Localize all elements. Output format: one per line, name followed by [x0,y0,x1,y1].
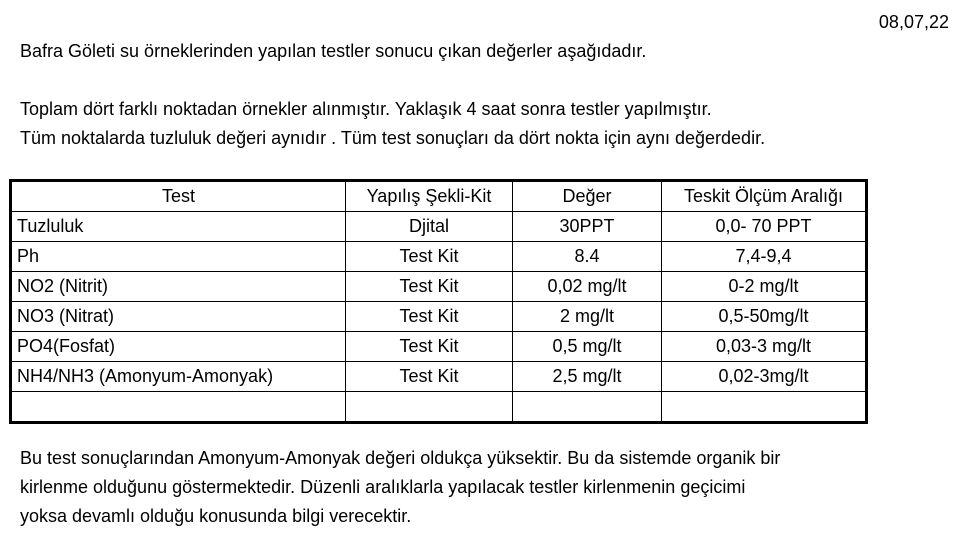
cell-test: NH4/NH3 (Amonyum-Amonyak) [11,362,346,392]
intro-paragraph [20,37,646,66]
info-line-2: Tüm noktalarda tuzluluk değeri aynıdır . Tüm test sonuçları da dört nokta için aynı değerdedir. [20,128,766,148]
cell-test: PO4(Fosfat) [11,332,346,362]
cell-value: 0,02 mg/lt [513,272,662,302]
header-method: Yapılış Şekli-Kit [346,181,513,212]
cell-method: Test Kit [346,362,513,392]
table-row [11,362,867,392]
intro-line: Bafra Göleti su örneklerinden yapılan testler sonucu çıkan değerler aşağıdadır. [20,41,647,61]
cell-test: Tuzluluk [11,212,346,242]
cell-value: 2,5 mg/lt [513,362,662,392]
cell-value: 2 mg/lt [513,302,662,332]
cell-value: 0,5 mg/lt [513,332,662,362]
cell-test [11,392,346,423]
conclusion-paragraph [20,444,780,531]
header-value: Değer [513,181,662,212]
cell-range: 0,02-3mg/lt [662,362,867,392]
header-test: Test [11,181,346,212]
cell-test: NO3 (Nitrat) [11,302,346,332]
cell-range: 7,4-9,4 [662,242,867,272]
table-row-empty [11,392,867,423]
cell-method: Test Kit [346,332,513,362]
cell-method: Djital [346,212,513,242]
conclusion-line-3: yoksa devamlı olduğu konusunda bilgi verecektir. [20,506,412,526]
table-row [11,302,867,332]
results-table [9,179,868,424]
cell-range: 0-2 mg/lt [662,272,867,302]
cell-range: 0,03-3 mg/lt [662,332,867,362]
cell-test: NO2 (Nitrit) [11,272,346,302]
info-line-1: Toplam dört farklı noktadan örnekler alınmıştır. Yaklaşık 4 saat sonra testler yapılmıştır. [20,99,712,119]
cell-value: 8.4 [513,242,662,272]
info-paragraph [20,95,765,153]
cell-value: 30PPT [513,212,662,242]
cell-method: Test Kit [346,272,513,302]
cell-value [513,392,662,423]
cell-method: Test Kit [346,302,513,332]
table-row [11,272,867,302]
cell-range: 0,0- 70 PPT [662,212,867,242]
table-row [11,242,867,272]
table-row [11,332,867,362]
document-date: 08,07,22 [878,12,949,32]
cell-range: 0,5-50mg/lt [662,302,867,332]
table-header-row [11,181,867,212]
cell-test: Ph [11,242,346,272]
header-range: Teskit Ölçüm Aralığı [662,181,867,212]
conclusion-line-1: Bu test sonuçlarından Amonyum-Amonyak değeri oldukça yüksektir. Bu da sistemde organik bir [20,448,781,468]
cell-method [346,392,513,423]
cell-method: Test Kit [346,242,513,272]
table-row [11,212,867,242]
conclusion-line-2: kirlenme olduğunu göstermektedir. Düzenli aralıklarla yapılacak testler kirlenmenin geçicimi [20,477,746,497]
cell-range [662,392,867,423]
